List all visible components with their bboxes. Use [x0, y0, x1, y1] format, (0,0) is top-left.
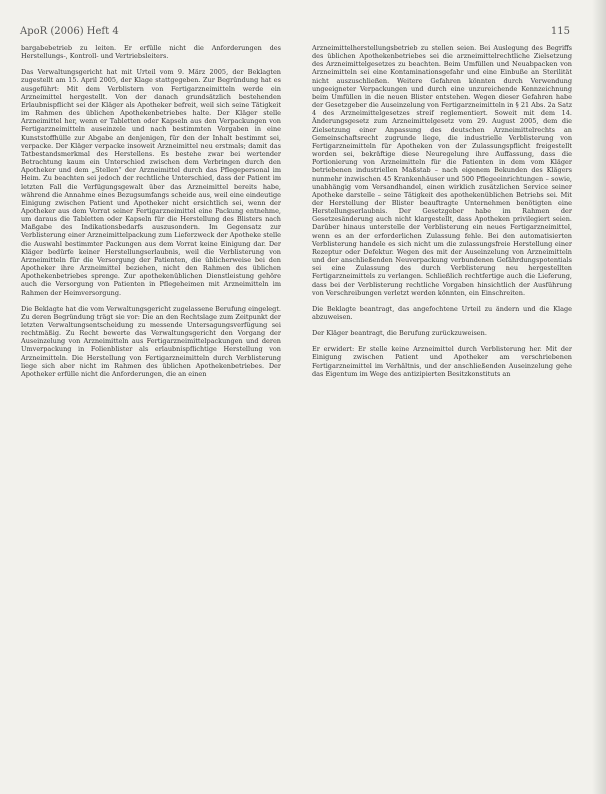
paragraph: Die Beklagte hat die vom Verwaltungsgericht zugelassene Berufung eingelegt. Zu deren Begründung trägt sie vor: Die an den Rechtslage zum Zeitpunkt der letzten Verwaltungsentscheidung zu messende Untersagungsverfügung sei rechtmäßig. Zu Recht bewerte das Verwaltungsgericht den Vorgang der Auseinzelung von Arzneimitteln aus Fertigarzneimittelpackungen und deren Umverpackung in Folienblister als erlaubnispflichtige Herstellung von Arzneimitteln. Die Herstellung von Fertigarzneimitteln durch Verblisterung liege sich aber nicht im Rahmen des üblichen Apothekenbetriebes. Der Apotheker erfülle nicht die Anforderungen, die an einen [21, 304, 281, 378]
paragraph: bargabebetrieb zu leiten. Er erfülle nicht die Anforderungen des Herstellungs-, Kontroll- und Vertriebsleiters. [21, 44, 281, 61]
page-number: 115 [550, 26, 570, 37]
paragraph: Die Beklagte beantragt, das angefochtene Urteil zu ändern und die Klage abzuweisen. [312, 304, 572, 321]
paragraph: Er erwidert: Er stelle keine Arzneimittel durch Verblisterung her. Mit der Einigung zwischen Patient und Apotheker am verschriebenen Fertigarzneimittel im Verhältnis, und der anschließenden Auseinzelung gehe das Eigentum im Wege des antizipierten Besitzkonstituts an [312, 345, 572, 378]
page-edge-shadow [592, 0, 606, 794]
running-header [20, 26, 570, 40]
left-text-column [21, 44, 281, 386]
right-text-column [312, 44, 572, 386]
paragraph: Das Verwaltungsgericht hat mit Urteil vom 9. März 2005, der Beklagten zugestellt am 15. April 2005, der Klage stattgegeben. Zur Begründung hat es ausgeführt: Mit dem Verblistern von Fertigarzneimitteln werde ein Arzneimittel hergestellt. Von der danach grundsätzlich bestehenden Erlaubnispflicht sei der Kläger als Apotheker befreit, weil sich seine Tätigkeit im Rahmen des üblichen Apothekenbetriebes halte. Der Kläger stelle Arzneimittel her, wenn er Tabletten oder Kapseln aus den Verpackungen von Fertigarzneimitteln auseinzele und nach bestimmten Vorgaben in eine Kunststoffhülle zur Abgabe an denjenigen, für den der Inhalt bestimmt sei, verpacke. Der Kläger verpacke insoweit Arzneimittel neu erstmals; damit das Tatbestandsmerkmal des Herstellens. Es bestehe zwar bei wertender Betrachtung kaum ein Unterschied zwischen dem Verbringen durch den Apotheker und dem „Stellen“ der Arzneimittel durch das Pflegepersonal im Heim. Zu beachten sei jedoch der rechtliche Unterschied, dass der Patient im letzten Fall die Verfügungsgewalt über das Arzneimittel bereits habe, während die Annahme eines Bezugsumfangs scheide aus, weil eine eindeutige Einigung zwischen Patient und Apotheker nicht ersichtlich sei, wenn der Apotheker aus dem Vorrat seiner Fertigarzneimittel eine Packung entnehme, um daraus die Tabletten oder Kapseln für die Herstellung des Blisters nach Maßgabe des Indikationsbedarfs auszusondern. Im Gegensatz zur Verblisterung einer Arzneimittelpackung zum Lieferzweck der Apotheke stelle die Auswahl bestimmter Packungen aus dem Vorrat keine Einigung dar. Der Kläger bedürfe keiner Herstellungserlaubnis, weil die Verblisterung von Arzneimitteln für die Versorgung der Patienten, die üblicherweise bei den Apotheker ihre Arzneimittel beziehen, nicht den Rahmen des üblichen Apothekenbetriebes sprenge. Zur apothekenüblichen Dienstleistung gehöre auch die Versorgung von Patienten in Pflegeheimen mit Arzneimitteln im Rahmen der Heimversorgung. [21, 68, 281, 297]
paragraph: Arzneimittelherstellungsbetrieb zu stellen seien. Bei Auslegung des Begriffs des üblichen Apothekenbetriebes sei die arzneimittelrechtliche Zielsetzung des Arzneimittelgesetzes zu beachten. Beim Umfüllen und Neuabpacken von Arzneimitteln sei eine Kontaminationsgefahr und eine Einbuße an Sterilität nicht auszuschließen. Weitere Gefahren könnten durch Verwendung ungeeigneter Verpackungen und durch eine unzureichende Kennzeichnung beim Umfüllen in die neuen Blister entstehen. Wegen dieser Gefahren habe der Gesetzgeber die Auseinzelung von Fertigarzneimitteln in § 21 Abs. 2a Satz 4 des Arzneimittelgesetzes streif reglementiert. Soweit mit dem 14. Änderungsgesetz zum Arzneimittelgesetz vom 29. August 2005, dem die Zielsetzung einer Anpassung des deutschen Arzneimittelrechts an Gemeinschaftsrecht zugrunde liege, die industrielle Verblisterung von Fertigarzneimitteln für Apotheken von der Zulassungspflicht freigestellt worden sei, bekräftige diese Neuregelung ihre Auffassung, dass die Portionierung von Arzneimitteln für die Patienten in dem vom Kläger betriebenen industriellen Maßstab – nach eigenem Bekunden des Klägers nunmehr inzwischen 45 Krankenhäuser und 500 Pflegeeinrichtungen – sowie, unabhängig vom Versandhandel, einen wirklich zusätzlichen Service seiner Apotheke darstelle – seine Tätigkeit des apothekenüblichen Betriebs sei. Mit der Herstellung der Blister beauftragte Unternehmen benötigten eine Herstellungserlaubnis. Der Gesetzgeber habe im Rahmen der Gesetzesänderung auch nicht klargestellt, dass Apotheken privilegiert seien. Darüber hinaus unterstelle der Verblisterung ein neues Fertigarzneimittel, wenn es an der erforderlichen Zulassung fehle. Bei den automatisierten Verblisterung handele es sich nicht um die zulassungsfreie Herstellung einer Rezeptur oder Defektur. Wegen des mit der Auseinzelung von Arzneimitteln und der anschließenden Neuverpackung verbundenen Gefährdungspotentials sei eine Zulassung des durch Verblisterung neu hergestellten Fertigarzneimittels zu verlangen. Schließlich rechtfertige auch die Lieferung, dass bei der Verblisterung rechtliche Vorgaben hinsichtlich der Ausführung von Verschreibungen verletzt werden könnten, ein Einschreiten. [312, 44, 572, 297]
paragraph: Der Kläger beantragt, die Berufung zurückzuweisen. [312, 329, 487, 338]
journal-reference: ApoR (2006) Heft 4 [20, 26, 119, 37]
